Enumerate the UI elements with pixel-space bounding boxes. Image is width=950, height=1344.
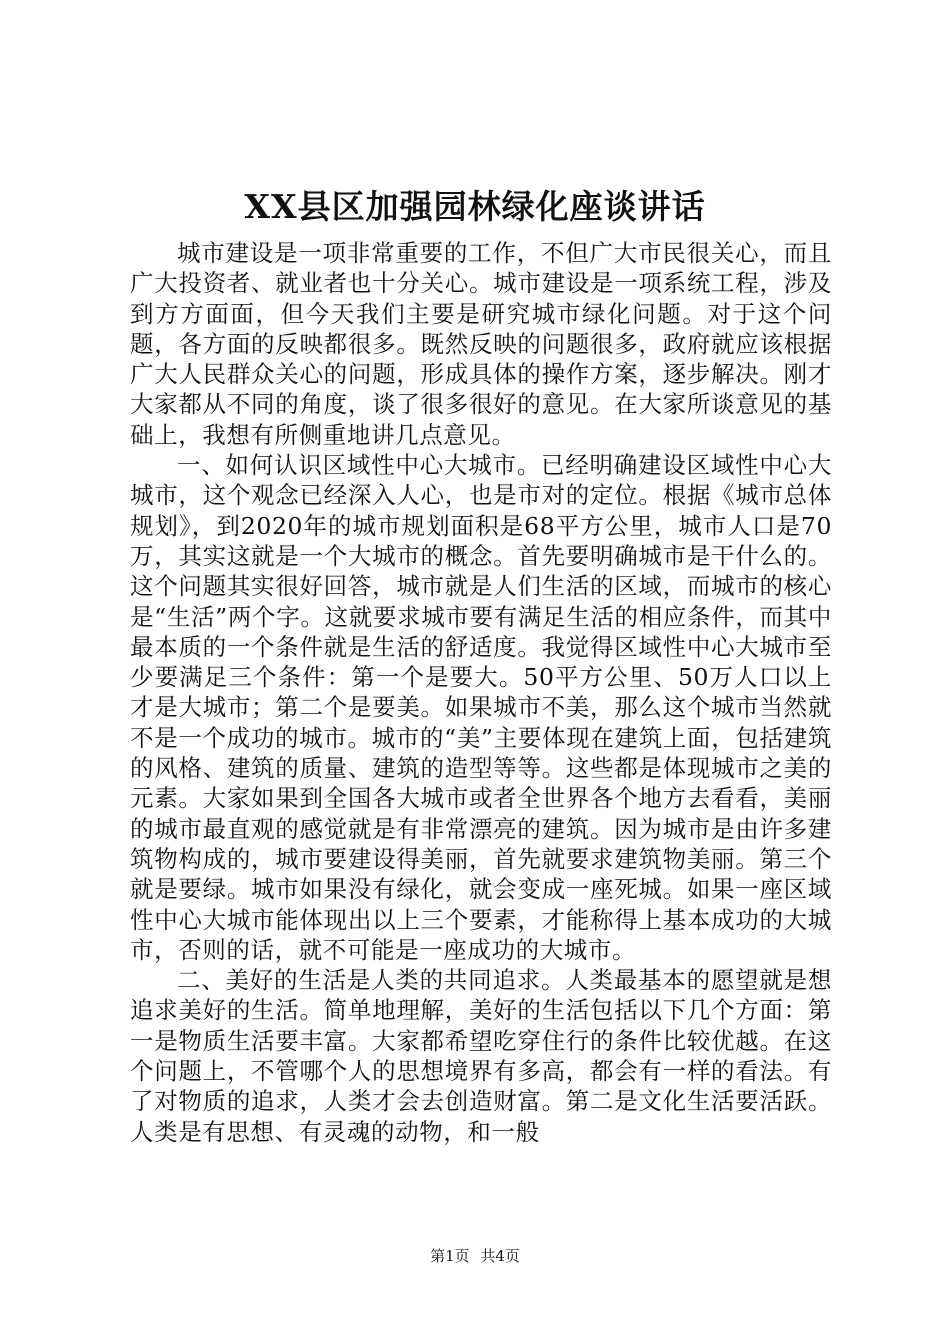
- document-title: XX县区加强园林绿化座谈讲话: [244, 187, 706, 226]
- page-total: 共4页: [480, 1247, 520, 1265]
- page-footer: [0, 1246, 950, 1266]
- page-number: 第1页: [430, 1247, 470, 1265]
- document-body: [130, 238, 832, 1147]
- paragraph-section-one: 一、如何认识区域性中心大城市。已经明确建设区域性中心大城市，这个观念已经深入人心，也是市对的定位。根据《城市总体规划》，到2020年的城市规划面积是68平方公里，城市人口是70万，其实这就是一个大城市的概念。首先要明确城市是干什么的。这个问题其实很好回答，城市就是人们生活的区域，而城市的核心是“生活”两个字。这就要求城市要有满足生活的相应条件，而其中最本质的一个条件就是生活的舒适度。我觉得区域性中心大城市至少要满足三个条件：第一个是要大。50平方公里、50万人口以上才是大城市；第二个是要美。如果城市不美，那么这个城市当然就不是一个成功的城市。城市的“美”主要体现在建筑上面，包括建筑的风格、建筑的质量、建筑的造型等等。这些都是体现城市之美的元素。大家如果到全国各大城市或者全世界各个地方去看看，美丽的城市最直观的感觉就是有非常漂亮的建筑。因为城市是由许多建筑物构成的，城市要建设得美丽，首先就要求建筑物美丽。第三个就是要绿。城市如果没有绿化，就会变成一座死城。如果一座区域性中心大城市能体现出以上三个要素，才能称得上基本成功的大城市，否则的话，就不可能是一座成功的大城市。: [130, 451, 832, 964]
- paragraph-section-two: 二、美好的生活是人类的共同追求。人类最基本的愿望就是想追求美好的生活。简单地理解，美好的生活包括以下几个方面：第一是物质生活要丰富。大家都希望吃穿住行的条件比较优越。在这个问题上，不管哪个人的思想境界有多高，都会有一样的看法。有了对物质的追求，人类才会去创造财富。第二是文化生活要活跃。人类是有思想、有灵魂的动物，和一般: [130, 966, 832, 1146]
- paragraph-intro: 城市建设是一项非常重要的工作，不但广大市民很关心，而且广大投资者、就业者也十分关心。城市建设是一项系统工程，涉及到方方面面，但今天我们主要是研究城市绿化问题。对于这个问题，各方面的反映都很多。既然反映的问题很多，政府就应该根据广大人民群众关心的问题，形成具体的操作方案，逐步解决。刚才大家都从不同的角度，谈了很多很好的意见。在大家所谈意见的基础上，我想有所侧重地讲几点意见。: [130, 239, 832, 449]
